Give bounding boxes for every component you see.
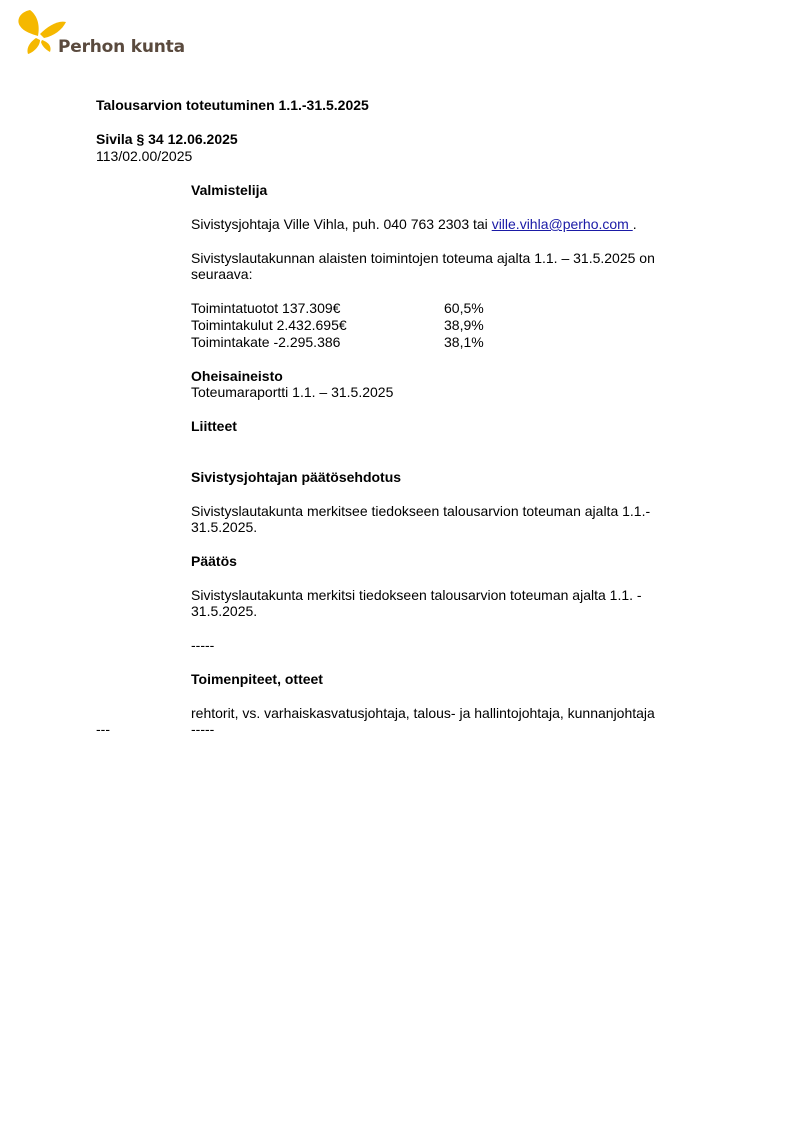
summary-line-1: Sivistyslautakunnan alaisten toimintojen toteuma ajalta 1.1. – 31.5.2025 on (191, 250, 655, 266)
summary-line-2: seuraava: (191, 266, 253, 282)
logo-text: Perhon kunta (58, 37, 185, 57)
attachments-heading: Liitteet (191, 418, 237, 434)
proposal-line-1: Sivistyslautakunta merkitsee tiedokseen talousarvion toteuman ajalta 1.1.- (191, 503, 651, 519)
figure-label: Toimintatuotot 137.309€ (191, 300, 341, 316)
footer-separator-right: ----- (191, 721, 215, 737)
actions-text: rehtorit, vs. varhaiskasvatusjohtaja, talous- ja hallintojohtaja, kunnanjohtaja (191, 705, 655, 721)
preparer-end: . (632, 216, 637, 232)
decision-heading: Päätös (191, 553, 237, 569)
figure-label: Toimintakate -2.295.386 (191, 334, 341, 350)
figure-percent: 60,5% (444, 300, 484, 316)
proposal-line-2: 31.5.2025. (191, 519, 258, 535)
logo (16, 8, 186, 60)
material-text: Toteumaraportti 1.1. – 31.5.2025 (191, 384, 394, 400)
separator: ----- (191, 637, 215, 653)
document-title: Talousarvion toteutuminen 1.1.-31.5.2025 (96, 97, 369, 113)
footer-separator-left: --- (96, 721, 110, 737)
decision-line-1: Sivistyslautakunta merkitsi tiedokseen talousarvion toteuman ajalta 1.1. - (191, 587, 642, 603)
figure-label: Toimintakulut 2.432.695€ (191, 317, 347, 333)
preparer-text (191, 216, 637, 232)
proposal-heading: Sivistysjohtajan päätösehdotus (191, 469, 402, 485)
figure-percent: 38,1% (444, 334, 484, 350)
actions-heading: Toimenpiteet, otteet (191, 671, 323, 687)
figure-percent: 38,9% (444, 317, 484, 333)
decision-line-2: 31.5.2025. (191, 603, 258, 619)
preparer-name: Sivistysjohtaja Ville Vihla, puh. 040 763 2303 tai (191, 216, 492, 232)
material-heading: Oheisaineisto (191, 368, 283, 384)
preparer-heading: Valmistelija (191, 182, 268, 198)
diary-number: 113/02.00/2025 (96, 148, 193, 164)
meeting-reference: Sivila § 34 12.06.2025 (96, 131, 238, 147)
email-link[interactable]: ville.vihla@perho.com (491, 216, 633, 232)
